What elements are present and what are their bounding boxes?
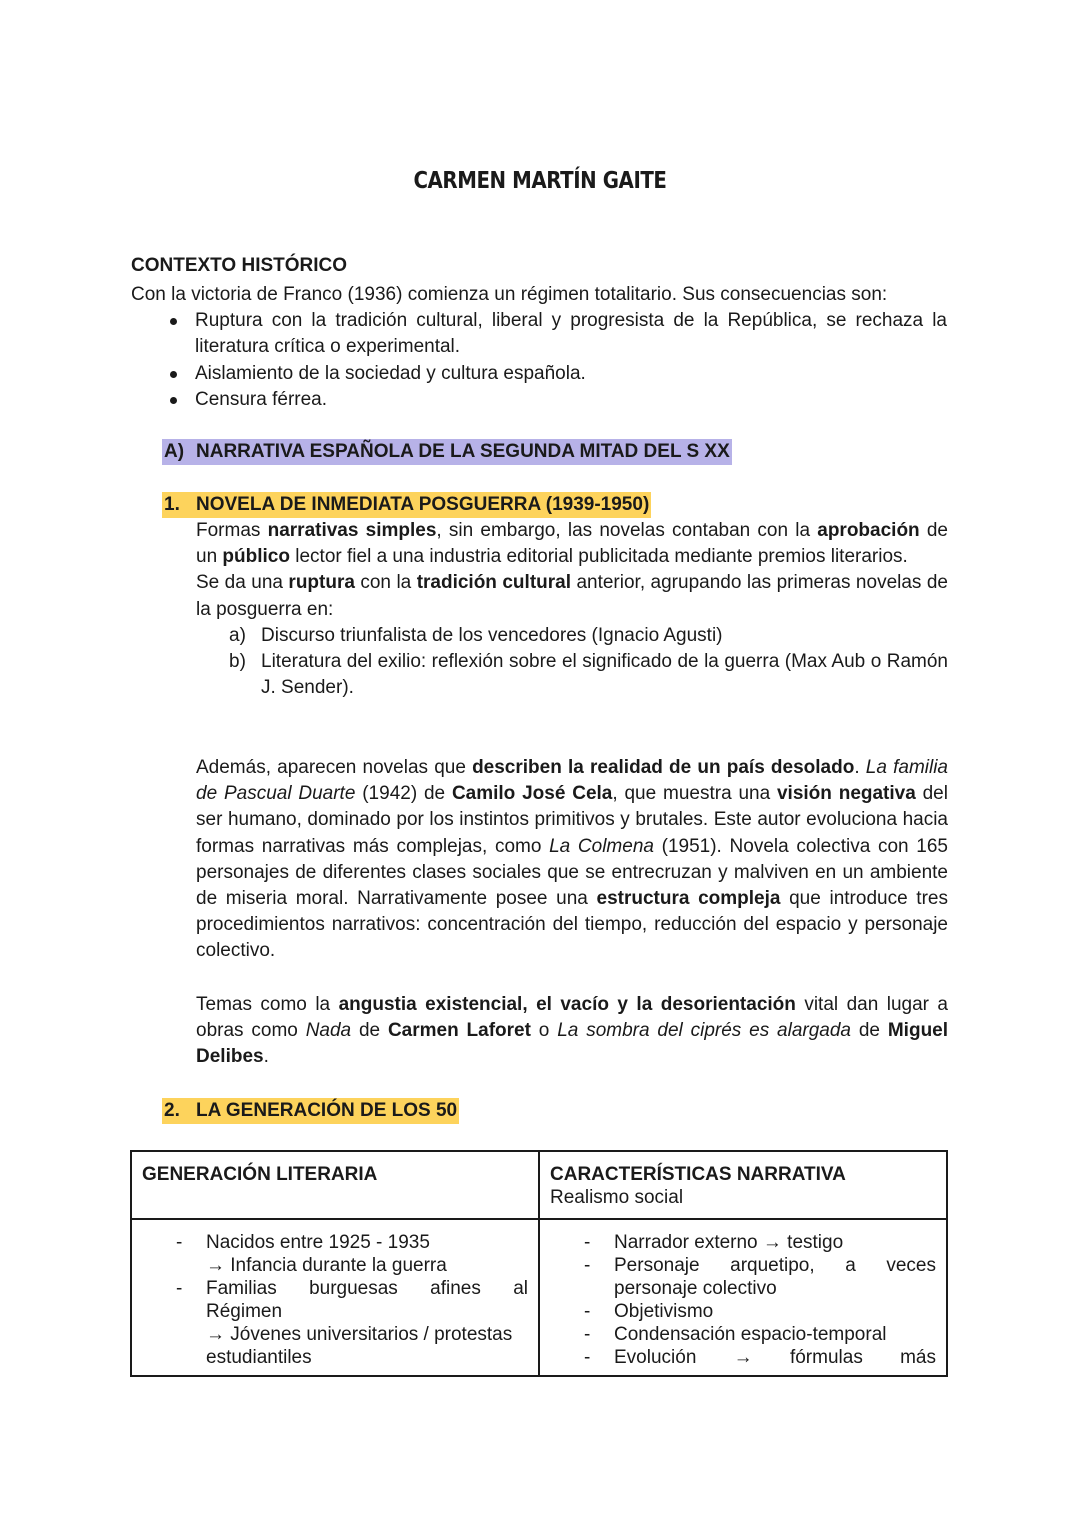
section-2-title: LA GENERACIÓN DE LOS 50	[196, 1100, 458, 1121]
section-1-highlight	[162, 492, 651, 518]
table-cell-characteristics	[539, 1219, 947, 1376]
section-2-number: 2.	[164, 1100, 180, 1121]
context-block	[131, 282, 951, 413]
list-item: - Objetivismo	[550, 1300, 936, 1323]
paragraph-forms: Formas narrativas simples, sin embargo, las novelas contaban con la aprobación de un público lector fiel a una industria editorial publicitada mediante premios literarios.	[196, 520, 948, 568]
list-item: - Condensación espacio-temporal	[550, 1323, 936, 1346]
section-1-number: 1.	[164, 494, 180, 515]
generation-table	[130, 1150, 948, 1377]
paragraph-temas: Temas como la angustia existencial, el vacío y la desorientación vital dan lugar a obras como Nada de Carmen Laforet o La sombra del ciprés es alargada de Miguel Delibes.	[196, 994, 949, 1068]
list-item	[196, 623, 948, 649]
table-cell-generation	[131, 1219, 539, 1376]
paragraph-ruptura: Se da una ruptura con la tradición cultural anterior, agrupando las primeras novelas de la posguerra en:	[196, 572, 948, 620]
context-bullet-list	[131, 308, 951, 413]
section-a-heading	[162, 439, 732, 465]
list-marker: b)	[229, 651, 246, 673]
list-item: - Familias burguesas afines al Régimen → Jóvenes universitarios / protestas estudiantiles	[142, 1277, 528, 1369]
section-a-highlight	[162, 439, 732, 465]
table-header-characteristics: CARACTERÍSTICAS NARRATIVA Realismo social	[539, 1151, 947, 1219]
characteristics-list	[550, 1231, 936, 1369]
table-row	[131, 1219, 947, 1376]
paragraph-cela: Además, aparecen novelas que describen la realidad de un país desolado. La familia de Pascual Duarte (1942) de Camilo José Cela, que muestra una visión negativa del ser humano, dominado por los instintos primitivos y brutales. Este autor evoluciona hacia formas narrativas más complejas, como La Colmena (1951). Novela colectiva con 165 personajes de diferentes clases sociales que se entrecruzan y malviven en un ambiente de miseria moral. Narrativamente posee una estructura compleja que introduce tres procedimientos narrativos: concentración del tiempo, reducción del espacio y personaje colectivo.	[196, 757, 948, 962]
list-item: - Nacidos entre 1925 - 1935 → Infancia durante la guerra	[142, 1231, 528, 1277]
bullet-item: Censura férrea.	[131, 387, 947, 413]
list-marker: a)	[229, 624, 246, 646]
list-item: - Narrador externo → testigo	[550, 1231, 936, 1254]
novel-groups-list	[196, 623, 948, 702]
list-item-text: Discurso triunfalista de los vencedores (Ignacio Agusti)	[261, 624, 723, 646]
list-item: - Personaje arquetipo, a veces personaje colectivo	[550, 1254, 936, 1300]
list-item	[196, 649, 948, 701]
bullet-item: Ruptura con la tradición cultural, liberal y progresista de la República, se rechaza la literatura crítica o experimental.	[131, 308, 947, 360]
section-1-body	[196, 518, 948, 701]
section-1-title: NOVELA DE INMEDIATA POSGUERRA (1939-1950)	[196, 494, 650, 515]
generation-list	[142, 1231, 528, 1369]
context-heading: CONTEXTO HISTÓRICO	[131, 255, 348, 276]
bullet-item: Aislamiento de la sociedad y cultura española.	[131, 361, 947, 387]
table-header-row	[131, 1151, 947, 1219]
section-a-label: A)	[164, 441, 185, 462]
table-header-subtitle: Realismo social	[550, 1187, 684, 1208]
section-2-highlight	[162, 1098, 459, 1124]
table-header-generation: GENERACIÓN LITERARIA	[131, 1151, 539, 1219]
document-title: CARMEN MARTÍN GAITE	[413, 168, 667, 194]
section-a-title: NARRATIVA ESPAÑOLA DE LA SEGUNDA MITAD DEL S XX	[196, 441, 730, 462]
section-1-heading	[162, 492, 651, 518]
context-intro: Con la victoria de Franco (1936) comienza un régimen totalitario. Sus consecuencias son:	[131, 284, 888, 305]
list-item-text: Literatura del exilio: reflexión sobre el significado de la guerra (Max Aub o Ramón J. Sender).	[261, 651, 948, 699]
list-item: - Evolución → fórmulas más	[550, 1346, 936, 1369]
section-2-heading	[162, 1098, 459, 1124]
